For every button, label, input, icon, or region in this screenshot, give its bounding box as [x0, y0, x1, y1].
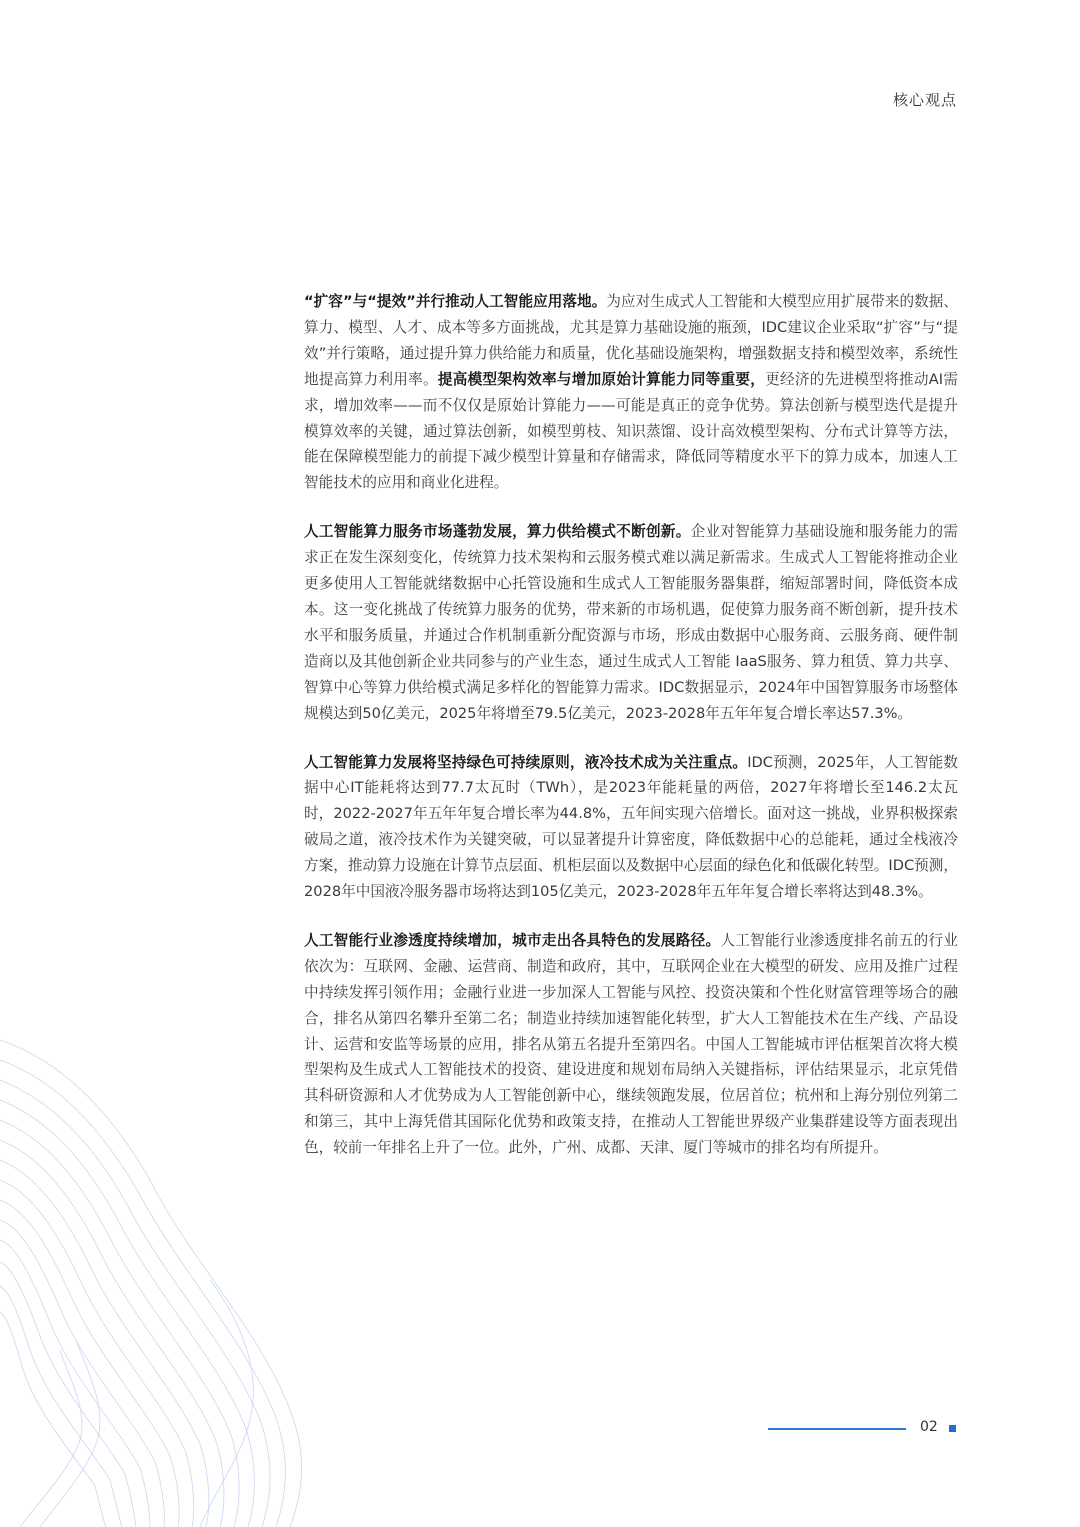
paragraph-1-body: 为应对生成式人工智能和大模型应用扩展带来的数据、算力、模型、人才、成本等多方面挑战，尤其是算力基础设施的瓶颈，IDC建议企业采取“扩容”与“提效”并行策略，通过提升算力供给能力和质量，优化基础设施架构，增强数据支持和模型效率，系统性地提高算力利用率。: [304, 293, 958, 388]
paragraph-2: [304, 519, 958, 726]
paragraph-1-heading: “扩容”与“提效”并行推动人工智能应用落地。: [304, 293, 607, 310]
page-marker-square: [949, 1425, 956, 1432]
paragraph-2-body: 企业对智能算力基础设施和服务能力的需求正在发生深刻变化，传统算力技术架构和云服务模式难以满足新需求。生成式人工智能将推动企业更多使用人工智能就绪数据中心托管设施和生成式人工智能服务器集群，缩短部署时间，降低资本成本。这一变化挑战了传统算力服务的优势，带来新的市场机遇，促使算力服务商不断创新，提升技术水平和服务质量，并通过合作机制重新分配资源与市场，形成由数据中心服务商、云服务商、硬件制造商以及其他创新企业共同参与的产业生态，通过生成式人工智能 IaaS服务、算力租赁、算力共享、智算中心等算力供给模式满足多样化的智能算力需求。IDC数据显示，2024年中国智算服务市场整体规模达到50亿美元，2025年将增至79.5亿美元，2023-2028年五年年复合增长率达57.3%。: [304, 523, 958, 722]
main-content: [304, 289, 958, 1184]
paragraph-3-heading: 人工智能算力发展将坚持绿色可持续原则，液冷技术成为关注重点。: [304, 753, 748, 771]
paragraph-1: [304, 289, 958, 496]
paragraph-2-heading: 人工智能算力服务市场蓬勃发展，算力供给模式不断创新。: [304, 523, 691, 541]
footer-divider: [768, 1428, 906, 1430]
paragraph-1-emphasis: 提高模型架构效率与增加原始计算能力同等重要，: [437, 370, 766, 388]
paragraph-4-heading: 人工智能行业渗透度持续增加，城市走出各具特色的发展路径。: [304, 931, 721, 949]
paragraph-4: [304, 928, 958, 1161]
paragraph-3: [304, 750, 958, 905]
paragraph-1-body-cont: 更经济的先进模型将推动AI需求，增加效率——而不仅仅是原始计算能力——可能是真正的竞争优势。算法创新与模型迭代是提升模算效率的关键，通过算法创新，如模型剪枝、知识蒸馏、设计高效模型架构、分布式计算等方法，能在保障模型能力的前提下减少模型计算量和存储需求，降低同等精度水平下的算力成本，加速人工智能技术的应用和商业化进程。: [304, 370, 958, 492]
paragraph-3-body: IDC预测，2025年，人工智能数据中心IT能耗将达到77.7太瓦时（TWh），是2023年能耗量的两倍，2027年将增长至146.2太瓦时，2022-2027年五年年复合增长率为44.8%，五年间实现六倍增长。面对这一挑战，业界积极探索破局之道，液冷技术作为关键突破，可以显著提升计算密度，降低数据中心的总能耗，通过全栈液冷方案，推动算力设施在计算节点层面、机柜层面以及数据中心层面的绿色化和低碳化转型。IDC预测，2028年中国液冷服务器市场将达到105亿美元，2023-2028年五年年复合增长率将达到48.3%。: [304, 753, 958, 901]
paragraph-4-body: 人工智能行业渗透度排名前五的行业依次为：互联网、金融、运营商、制造和政府，其中，互联网企业在大模型的研发、应用及推广过程中持续发挥引领作用；金融行业进一步加深人工智能与风控、投资决策和个性化财富管理等场合的融合，排名从第四名攀升至第二名；制造业持续加速智能化转型，扩大人工智能技术在生产线、产品设计、运营和安监等场景的应用，排名从第五名提升至第四名。中国人工智能城市评估框架首次将大模型架构及生成式人工智能技术的投资、建设进度和规划布局纳入关键指标，评估结果显示，北京凭借其科研资源和人才优势成为人工智能创新中心，继续领跑发展，位居首位；杭州和上海分别位列第二和第三，其中上海凭借其国际化优势和政策支持，在推动人工智能世界级产业集群建设等方面表现出色，较前一年排名上升了一位。此外，广州、成都、天津、厦门等城市的排名均有所提升。: [304, 931, 958, 1157]
page-header-title: 核心观点: [892, 91, 957, 109]
page-number: 02: [920, 1419, 938, 1435]
